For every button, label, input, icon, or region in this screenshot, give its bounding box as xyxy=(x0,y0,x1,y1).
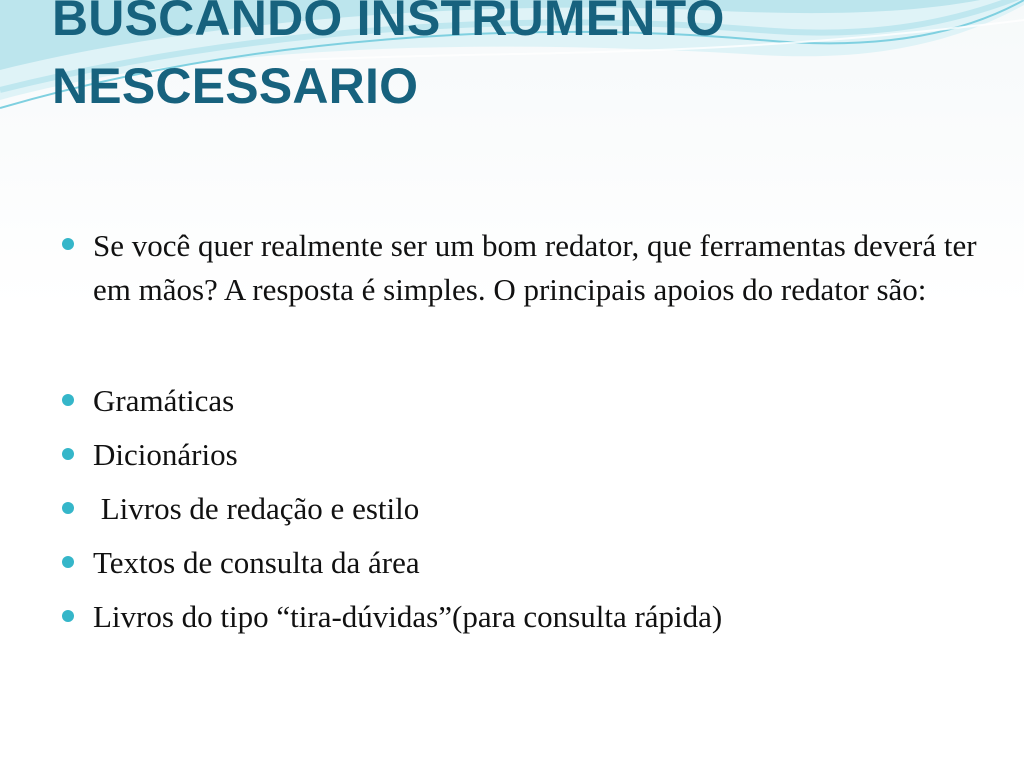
title-line-1: BUSCANDO INSTRUMENTO xyxy=(52,0,725,46)
list-item xyxy=(62,374,982,428)
list-item-label: Dicionários xyxy=(93,437,238,472)
bullet-dot-icon xyxy=(62,502,74,514)
list-item xyxy=(62,428,982,482)
list-item-label: Livros de redação e estilo xyxy=(93,491,420,526)
bullet-dot-icon xyxy=(62,610,74,622)
intro-text: Se você quer realmente ser um bom redator, que ferramentas deverá ter em mãos? A resposta é simples. O principais apoios do redator são: xyxy=(93,228,977,307)
list-item-label: Gramáticas xyxy=(93,383,235,418)
list-item xyxy=(62,536,982,590)
list-item xyxy=(62,590,982,644)
list-item-label: Textos de consulta da área xyxy=(93,545,420,580)
bullet-dot-icon xyxy=(62,448,74,460)
list-item-intro xyxy=(62,224,982,312)
bullet-list xyxy=(62,224,982,644)
list-item-label: Livros do tipo “tira-dúvidas”(para consulta rápida) xyxy=(93,599,723,634)
bullet-dot-icon xyxy=(62,238,74,250)
slide-title xyxy=(52,0,992,120)
title-line-2: NESCESSARIO xyxy=(52,58,419,114)
bullet-dot-icon xyxy=(62,394,74,406)
list-item xyxy=(62,482,982,536)
bullet-dot-icon xyxy=(62,556,74,568)
